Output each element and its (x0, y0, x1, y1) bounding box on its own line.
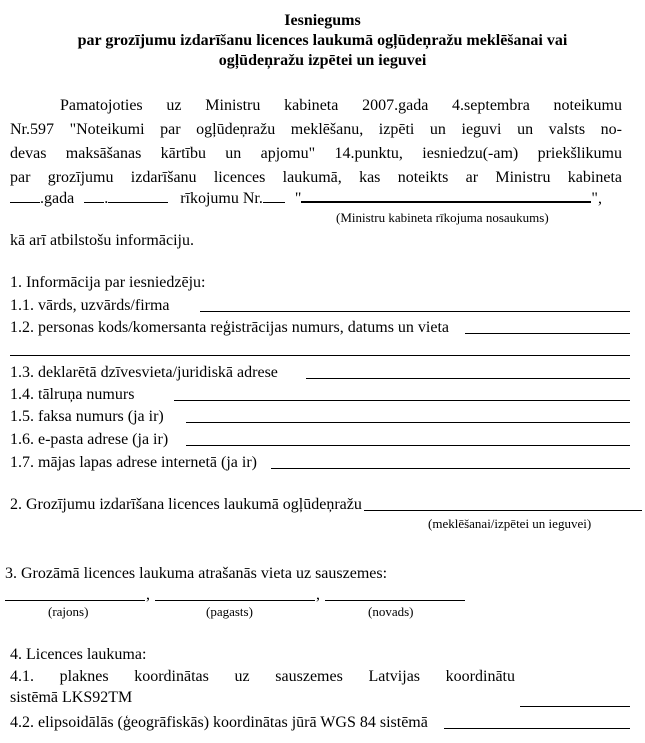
district-caption: (rajons) (48, 604, 89, 619)
district-input[interactable] (5, 600, 145, 601)
field-email-label: 1.6. e-pasta adrese (ja ir) (10, 431, 169, 448)
intro-line-3: devas maksāšanas kārtību un apjomu" 14.punktu, iesniedzu(-am) priekšlikumu (10, 145, 622, 162)
quote-open: " (294, 190, 302, 207)
field-fax-input[interactable] (186, 422, 630, 423)
intro-line-4: par grozījumu izdarīšanu licences laukumā, kas noteikts ar Ministru kabineta (10, 169, 622, 186)
field-personal-code-row (10, 315, 630, 337)
gada-text: .gada (40, 190, 75, 207)
field-email-input[interactable] (186, 445, 630, 446)
comma-2: , (316, 586, 320, 603)
order-title-caption: (Ministru kabineta rīkojuma nosaukums) (336, 210, 549, 225)
document-subtitle-line-1: par grozījumu izdarīšanu licences laukumā ogļūdeņražu meklēšanai vai (77, 32, 568, 49)
field-phone-row (10, 382, 630, 404)
document-subtitle-line-2: ogļūdeņražu izpētei un ieguvei (218, 52, 427, 69)
parish-caption: (pagasts) (206, 604, 253, 619)
field-personal-code-input[interactable] (465, 333, 630, 334)
field-website-input[interactable] (271, 468, 630, 469)
field-fax-row (10, 404, 630, 426)
quote-close: ", (591, 190, 602, 207)
plane-coordinates-input[interactable] (520, 706, 630, 707)
field-address-row (10, 360, 630, 382)
document-title: Iesniegums (284, 12, 361, 29)
section-4-item-2-row (10, 710, 630, 732)
municipality-caption: (novads) (368, 604, 414, 619)
field-phone-input[interactable] (174, 400, 630, 401)
rikojums-text: rīkojumu Nr. (180, 190, 263, 207)
intro-line-2: Nr.597 "Noteikumi par ogļūdeņražu meklēšanu, izpēti un ieguvi un valsts no- (10, 121, 622, 138)
field-personal-code-label: 1.2. personas kods/komersanta reģistrācijas numurs, datums un vieta (10, 319, 450, 336)
section-2-caption: (meklēšanai/izpētei un ieguvei) (428, 516, 592, 531)
section-1-heading: 1. Informācija par iesniedzēju: (10, 274, 206, 291)
intro-line-5 (10, 190, 625, 208)
section-2-row (10, 492, 642, 514)
intro-line-6: kā arī atbilstošu informāciju. (10, 232, 194, 249)
field-address-label: 1.3. deklarētā dzīvesvieta/juridiskā adrese (10, 364, 278, 381)
parish-input[interactable] (155, 600, 315, 601)
dot-text: . (104, 190, 109, 207)
day-blank[interactable] (84, 202, 104, 203)
field-phone-label: 1.4. tālruņa numurs (10, 386, 135, 403)
field-website-label: 1.7. mājas lapas adrese internetā (ja ir) (10, 454, 257, 471)
field-address-input[interactable] (306, 378, 630, 379)
field-name-input[interactable] (200, 311, 630, 312)
section-2-text: 2. Grozījumu izdarīšana licences laukumā ogļūdeņražu (10, 496, 362, 513)
field-name-label: 1.1. vārds, uzvārds/firma (10, 297, 170, 314)
order-title-blank[interactable] (301, 201, 591, 203)
section-3-text: 3. Grozāmā licences laukuma atrašanās vieta uz sauszemes: (5, 565, 388, 582)
order-number-blank[interactable] (263, 202, 285, 203)
comma-1: , (146, 586, 150, 603)
field-name-row (10, 293, 630, 315)
field-personal-code-continuation-line[interactable] (10, 355, 630, 356)
year-blank[interactable] (10, 202, 40, 203)
field-fax-label: 1.5. faksa numurs (ja ir) (10, 408, 164, 425)
month-blank[interactable] (108, 202, 168, 203)
ellipsoidal-coordinates-input[interactable] (444, 728, 630, 729)
field-website-row (10, 450, 630, 472)
municipality-input[interactable] (325, 600, 465, 601)
section-4-item-1-line-2: sistēmā LKS92TM (10, 689, 133, 706)
intro-line-1: Pamatojoties uz Ministru kabineta 2007.gada 4.septembra noteikumu (60, 97, 622, 114)
section-4-heading: 4. Licences laukuma: (10, 646, 147, 663)
section-4-item-1-line-1: 4.1. plaknes koordinātas uz sauszemes Latvijas koordinātu (10, 668, 515, 685)
section-4-item-2-label: 4.2. elipsoidālās (ģeogrāfiskās) koordinātas jūrā WGS 84 sistēmā (10, 714, 428, 731)
section-2-input[interactable] (364, 510, 642, 511)
field-email-row (10, 427, 630, 449)
